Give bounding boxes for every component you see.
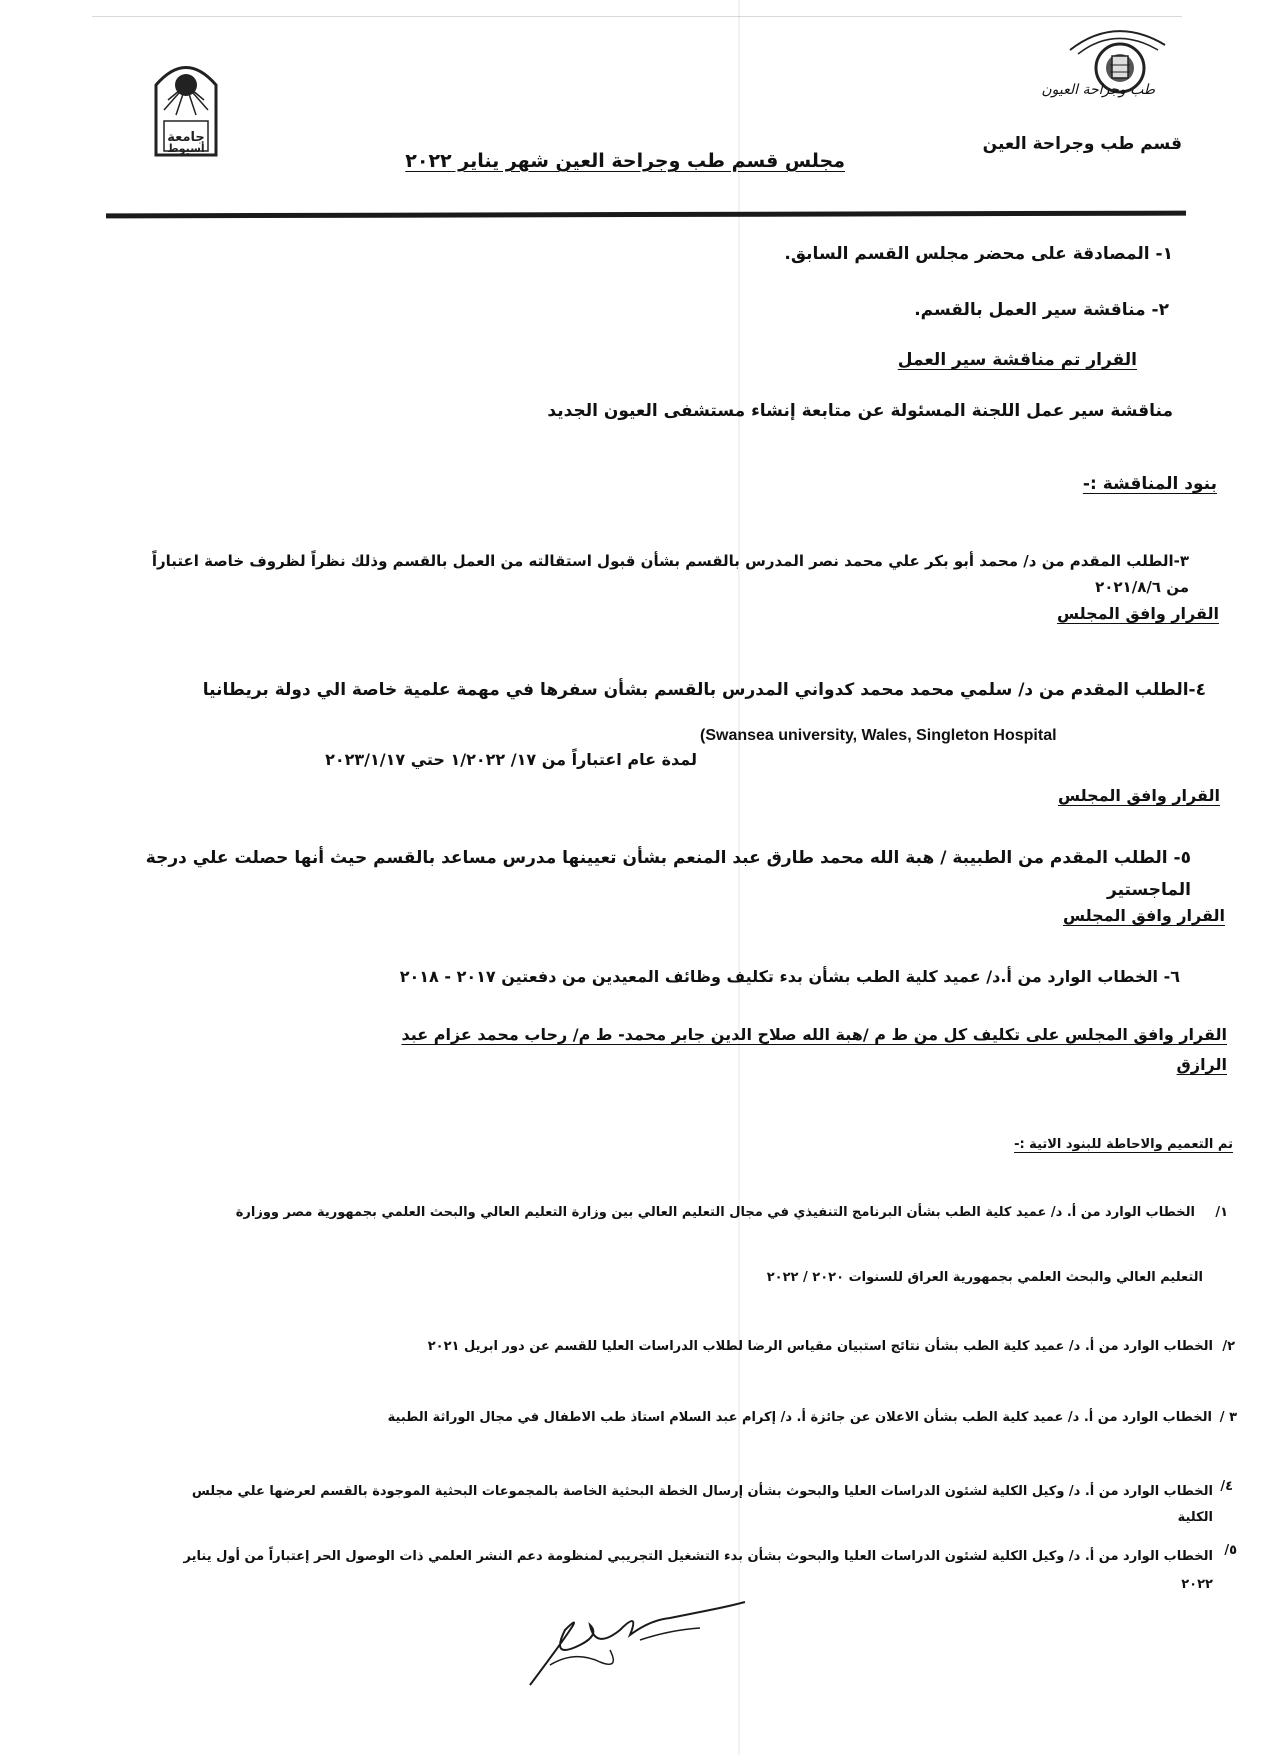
scan-top-edge bbox=[92, 16, 1182, 17]
header-divider bbox=[106, 211, 1186, 219]
decision-work: القرار تم مناقشة سير العمل bbox=[897, 350, 1137, 370]
department-name: قسم طب وجراحة العين bbox=[982, 134, 1182, 154]
signature-image bbox=[520, 1590, 760, 1700]
item-3-decision: القرار وافق المجلس bbox=[1056, 604, 1219, 623]
circ-item-2-num: ٢/ bbox=[1222, 1339, 1235, 1354]
circ-item-4-num: ٤/ bbox=[1220, 1479, 1233, 1494]
circ-item-1-line-1: الخطاب الوارد من أ. د/ عميد كلية الطب بشأن البرنامج التنفيذي في مجال التعليم العالي بين وزارة التعليم العالي والبحث العلمي بجمهورية مصر ووزارة bbox=[235, 1205, 1195, 1220]
item-4-period: لمدة عام اعتباراً من ١٧/ ١/٢٠٢٢ حتي ٢٠٢٣/١/١٧ bbox=[325, 750, 697, 769]
agenda-item-1: ١- المصادقة على محضر مجلس القسم السابق. bbox=[784, 244, 1173, 264]
circ-item-2-line-1: الخطاب الوارد من أ. د/ عميد كلية الطب بشأن نتائج استبيان مقياس الرضا لطلاب الدراسات العليا للقسم عن دور ابريل ٢٠٢١ bbox=[427, 1339, 1213, 1354]
item-5-decision: القرار وافق المجلس bbox=[1062, 906, 1225, 925]
circ-item-5-num: ٥/ bbox=[1224, 1543, 1237, 1558]
circ-item-5-line-1: الخطاب الوارد من أ. د/ وكيل الكلية لشئون الدراسات العليا والبحوث بشأن بدء التشغيل التجريبي لمنظومة دعم النشر العلمي ذات الوصول الحر إعتباراً من أول يناير ٢٠٢٢ bbox=[183, 1549, 1213, 1592]
agenda-item-2: ٢- مناقشة سير العمل بالقسم. bbox=[914, 300, 1169, 320]
discussion-heading: بنود المناقشة :- bbox=[1082, 474, 1217, 494]
item-4-text: ٤-الطلب المقدم من د/ سلمي محمد محمد كدواني المدرس بالقسم بشأن سفرها في مهمة علمية خاصة الي دولة بريطانيا bbox=[202, 680, 1206, 700]
circulation-heading: تم التعميم والاحاطة للبنود الاتية :- bbox=[1014, 1137, 1233, 1152]
discussion-line: مناقشة سير عمل اللجنة المسئولة عن متابعة إنشاء مستشفى العيون الجديد bbox=[547, 401, 1173, 421]
ophthalmology-logo-caption: طب وجراحة العيون bbox=[1041, 82, 1155, 98]
circ-item-3-num: ٣ / bbox=[1219, 1410, 1237, 1425]
item-6-decision: القرار وافق المجلس على تكليف كل من ط م /هبة الله صلاح الدين جابر محمد- ط م/ رحاب محمد عزام عبد الرازق bbox=[401, 1025, 1227, 1074]
circ-item-4-line-1: الخطاب الوارد من أ. د/ وكيل الكلية لشئون الدراسات العليا والبحوث بشأن إرسال الخطة البحثية الخاصة بالمجموعات البحثية الموجودة بالقسم لعرضها علي مجلس الكلية bbox=[191, 1484, 1213, 1525]
circ-item-1-line-2: التعليم العالي والبحث العلمي بجمهورية العراق للسنوات ٢٠٢٠ / ٢٠٢٢ bbox=[766, 1270, 1203, 1285]
item-4-decision: القرار وافق المجلس bbox=[1057, 786, 1220, 805]
item-6-text: ٦- الخطاب الوارد من أ.د/ عميد كلية الطب بشأن بدء تكليف وظائف المعيدين من دفعتين ٢٠١٧ - ٢٠١٨ bbox=[399, 967, 1180, 986]
item-3-text: ٣-الطلب المقدم من د/ محمد أبو بكر علي محمد نصر المدرس بالقسم بشأن قبول استقالته من العمل بالقسم وذلك نظراً لظروف خاصة اعتباراً من ٢٠٢١/٨/٦ bbox=[151, 552, 1189, 596]
circ-item-3-line-1: الخطاب الوارد من أ. د/ عميد كلية الطب بشأن الاعلان عن جائزة أ. د/ إكرام عبد السلام استاذ طب الاطفال في مجال الوراثة الطبية bbox=[387, 1410, 1212, 1425]
item-5-text: ٥- الطلب المقدم من الطبيبة / هبة الله محمد طارق عبد المنعم بشأن تعيينها مدرس مساعد بالقسم حيث أنها حصلت علي درجة الماجستير bbox=[145, 848, 1191, 900]
assiut-university-logo-icon bbox=[150, 55, 222, 160]
svg-text:أسيوط: أسيوط bbox=[167, 142, 205, 155]
page-title: مجلس قسم طب وجراحة العين شهر يناير ٢٠٢٢ bbox=[405, 150, 845, 172]
circ-item-1-num: ١/ bbox=[1215, 1205, 1228, 1220]
item-4-hospital: (Swansea university, Wales, Singleton Hospital bbox=[700, 727, 1057, 744]
svg-text:جامعة: جامعة bbox=[167, 130, 205, 145]
